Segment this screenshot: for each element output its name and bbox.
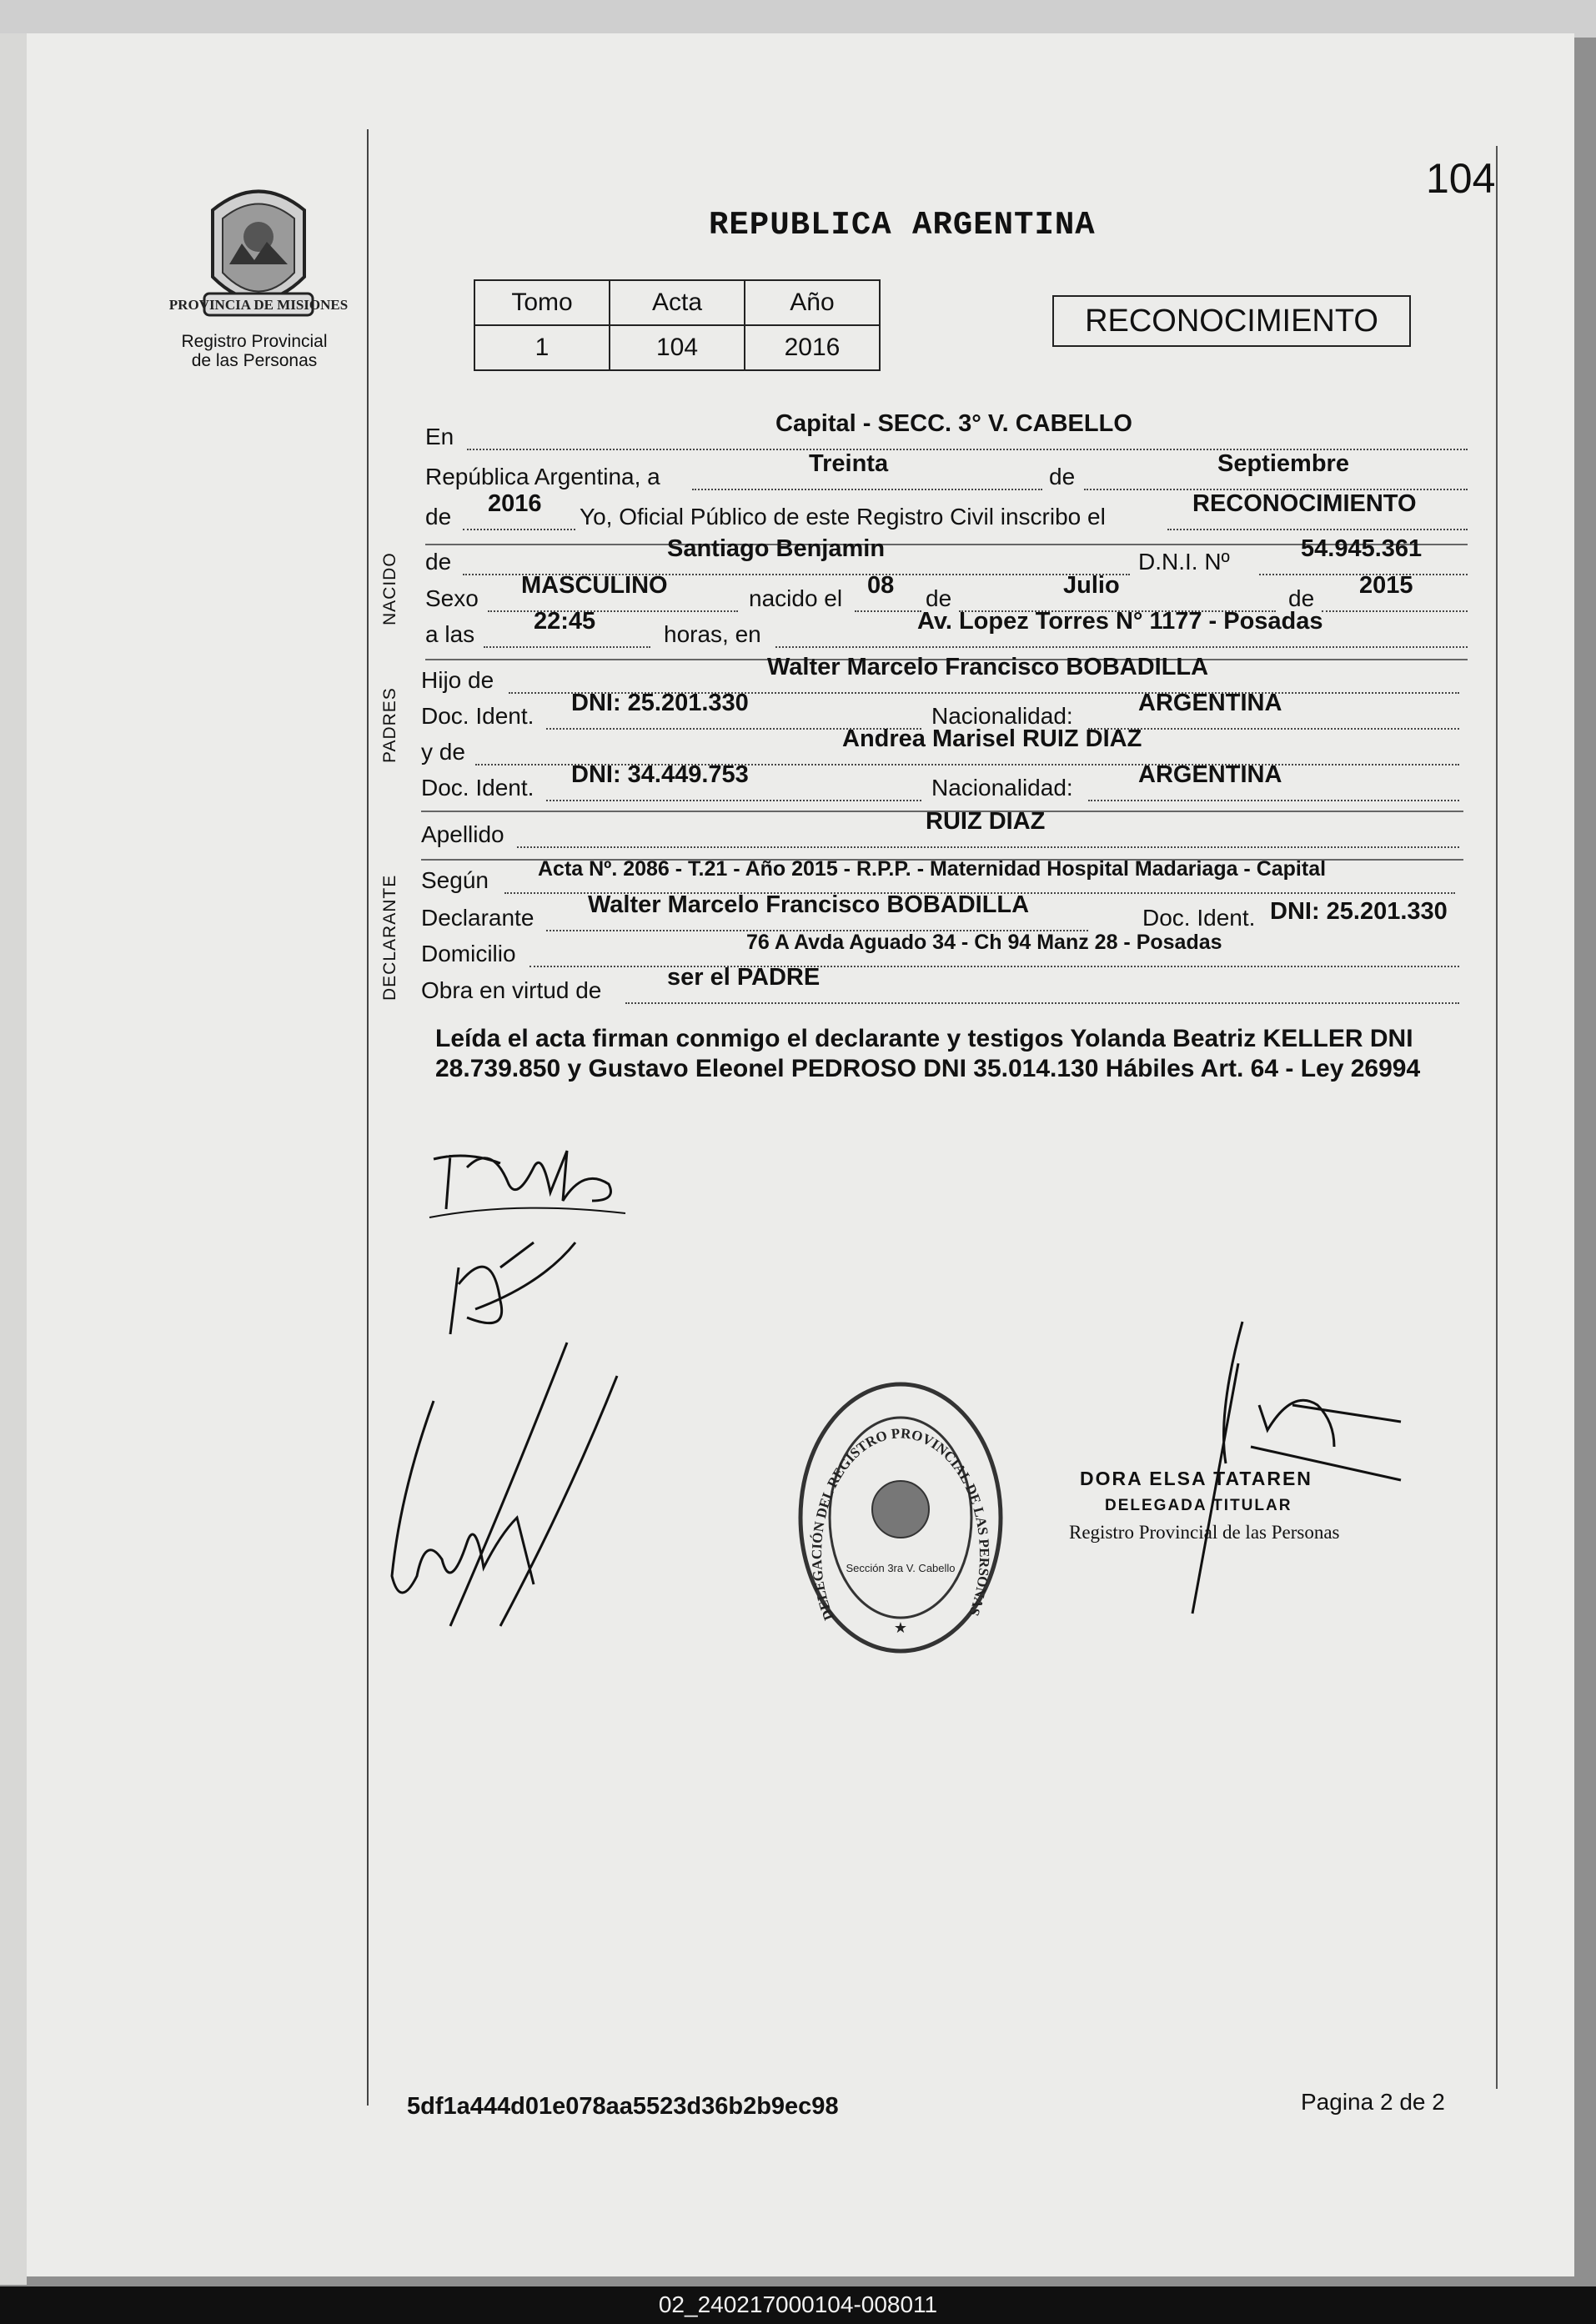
- padre-nac-line: [1088, 690, 1459, 730]
- lugar-value: Av. Lopez Torres N° 1177 - Posadas: [917, 608, 1323, 635]
- de-label-2: de: [425, 504, 452, 530]
- logo-text: PROVINCIA DE MISIONES: [168, 297, 349, 313]
- doc-label-2: Doc. Ident.: [421, 775, 535, 801]
- de-label: de: [1049, 464, 1076, 489]
- record-table: [474, 279, 881, 371]
- y-de-label: y de: [421, 739, 465, 765]
- obra-line: [625, 964, 1459, 1004]
- nac-dia-value: 08: [867, 572, 895, 599]
- official-name: DORA ELSA TATAREN: [1080, 1468, 1312, 1489]
- segun-value: Acta Nº. 2086 - T.21 - Año 2015 - R.P.P. - Maternidad Hospital Madariaga - Capital: [538, 857, 1327, 881]
- en-label: En: [425, 424, 454, 449]
- madre-nac-value: ARGENTINA: [1138, 761, 1282, 788]
- oficial-text: Yo, Oficial Público de este Registro Civil inscribo el: [580, 504, 1106, 530]
- table-header-anio: Año: [745, 280, 880, 325]
- side-label-nacido: NACIDO: [380, 552, 399, 625]
- act-type-box: RECONOCIMIENTO: [1052, 295, 1411, 347]
- left-margin-line: [367, 129, 369, 2106]
- table-cell-tomo: 1: [474, 325, 610, 370]
- nac-dia-line: [855, 572, 921, 612]
- sexo-label: Sexo: [425, 585, 479, 611]
- madre-nac-line: [1088, 761, 1459, 801]
- background-sheet: [0, 0, 1596, 38]
- de-label-4: de: [926, 585, 952, 611]
- sexo-value: MASCULINO: [521, 572, 668, 599]
- table-header-acta: Acta: [610, 280, 745, 325]
- field-row-obra: [421, 964, 1463, 1012]
- anio-line: [463, 490, 575, 530]
- nac-label-2: Nacionalidad:: [931, 775, 1073, 801]
- segun-label: Según: [421, 867, 489, 893]
- field-row-oficial: [425, 490, 1468, 539]
- side-label-padres: PADRES: [380, 687, 399, 763]
- mes-line: [1084, 450, 1468, 490]
- declarante-line: [546, 891, 1088, 931]
- inscribo-value: RECONOCIMIENTO: [1192, 490, 1417, 517]
- field-row-hora: [425, 608, 1468, 656]
- de-label-3: de: [425, 549, 452, 575]
- official-registry: Registro Provincial de las Personas: [1069, 1522, 1340, 1543]
- stamp-ring-text: DELEGACIÓN DEL REGISTRO PROVINCIAL DE LAS PERSONAS: [808, 1425, 993, 1623]
- inscribo-line: [1167, 490, 1468, 530]
- closing-text: Leída el acta firman conmigo el declarante y testigos Yolanda Beatriz KELLER DNI 28.739.850 y Gustavo Eleonel PEDROSO DNI 35.014.130 Hábiles Art. 64 - Ley 26994: [435, 1025, 1421, 1082]
- hora-line: [484, 608, 650, 648]
- padre-nac-value: ARGENTINA: [1138, 690, 1282, 716]
- table-cell-anio: 2016: [745, 325, 880, 370]
- padre-value: Walter Marcelo Francisco BOBADILLA: [767, 654, 1209, 680]
- padre-doc-value: DNI: 25.201.330: [571, 690, 749, 716]
- hijo-label: Hijo de: [421, 667, 494, 693]
- field-row-madre-doc: [421, 761, 1463, 810]
- nacido-label: nacido el: [749, 585, 843, 611]
- nac-anio-line: [1322, 572, 1468, 612]
- declarante-doc-value: DNI: 25.201.330: [1270, 898, 1448, 925]
- nac-mes-value: Julio: [1063, 572, 1120, 599]
- nombre-value: Santiago Benjamin: [667, 535, 886, 562]
- segun-line: [504, 857, 1455, 894]
- mes-value: Septiembre: [1217, 450, 1349, 477]
- domicilio-value: 76 A Avda Aguado 34 - Ch 94 Manz 28 - Posadas: [746, 931, 1222, 954]
- nac-anio-value: 2015: [1359, 572, 1413, 599]
- dia-line: [692, 450, 1042, 490]
- obra-value: ser el PADRE: [667, 964, 821, 991]
- document-title: REPUBLICA ARGENTINA: [709, 207, 1096, 243]
- witness-signature-icon: [375, 1326, 675, 1643]
- declarante-value: Walter Marcelo Francisco BOBADILLA: [588, 891, 1030, 918]
- de-label-5: de: [1288, 585, 1315, 611]
- nac-label: Nacionalidad:: [931, 703, 1073, 729]
- declarante-label: Declarante: [421, 905, 535, 931]
- hora-value: 22:45: [534, 608, 596, 635]
- anio-value: 2016: [488, 490, 542, 517]
- en-value: Capital - SECC. 3° V. CABELLO: [775, 410, 1132, 437]
- registry-label-line1: Registro Provincial: [181, 332, 328, 351]
- field-row-domicilio: [421, 931, 1463, 976]
- lugar-line: [775, 608, 1468, 648]
- table-cell-acta: 104: [610, 325, 745, 370]
- apellido-value: RUIZ DIAZ: [926, 808, 1046, 835]
- madre-doc-value: DNI: 34.449.753: [571, 761, 749, 788]
- registry-stamp-icon: [784, 1368, 1017, 1668]
- adjacent-page-edge: [0, 33, 27, 2285]
- table-header-tomo: Tomo: [474, 280, 610, 325]
- page-indicator: Pagina 2 de 2: [1301, 2089, 1445, 2115]
- apellido-line: [517, 808, 1459, 848]
- registry-label: [167, 332, 342, 370]
- apellido-label: Apellido: [421, 821, 504, 847]
- svg-text:★: ★: [893, 1619, 908, 1636]
- en-line: [467, 410, 1468, 450]
- domicilio-label: Domicilio: [421, 941, 516, 966]
- field-row-apellido: [421, 808, 1463, 856]
- side-label-declarante: DECLARANTE: [380, 874, 399, 1001]
- doc-label: Doc. Ident.: [421, 703, 535, 729]
- doc-label-3: Doc. Ident.: [1142, 905, 1256, 931]
- dni-label: D.N.I. Nº: [1138, 549, 1230, 575]
- obra-label: Obra en virtud de: [421, 977, 602, 1003]
- dni-value: 54.945.361: [1301, 535, 1423, 562]
- scan-file-label: 02_240217000104-008011: [658, 2291, 938, 2317]
- page-number: 104: [1426, 155, 1496, 202]
- stamp-inner-text: Sección 3ra V. Cabello: [846, 1562, 956, 1574]
- republica-label: República Argentina, a: [425, 464, 660, 489]
- madre-doc-line: [546, 761, 921, 801]
- official-title: DELEGADA TITULAR: [1105, 1497, 1292, 1514]
- registry-label-line2: de las Personas: [191, 351, 318, 370]
- document-hash: 5df1a444d01e078aa5523d36b2b9ec98: [407, 2093, 839, 2120]
- dia-value: Treinta: [809, 450, 889, 477]
- madre-value: Andrea Marisel RUIZ DIAZ: [842, 725, 1142, 752]
- sexo-line: [488, 572, 738, 612]
- a-las-label: a las: [425, 621, 475, 647]
- right-margin-line: [1496, 146, 1498, 2089]
- provincial-shield-logo-icon: [168, 177, 349, 327]
- horas-en-label: horas, en: [664, 621, 761, 647]
